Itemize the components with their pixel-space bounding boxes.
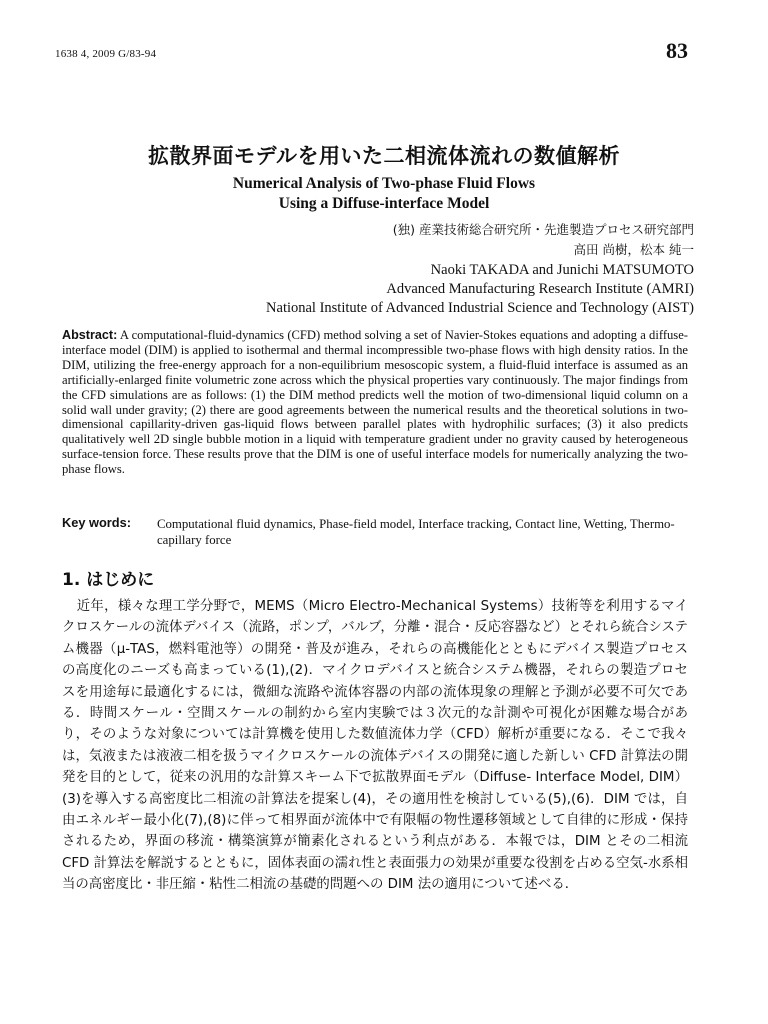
affiliation-jp-institute: (独) 産業技術総合研究所・先進製造プロセス研究部門 (392, 222, 694, 237)
title-english-line2: Using a Diffuse-interface Model (278, 195, 490, 212)
affiliation-en-authors: Naoki TAKADA and Junichi MATSUMOTO (430, 262, 694, 278)
keywords-label: Key words: (62, 515, 131, 530)
affiliation-en-institute2: National Institute of Advanced Industrial Science and Technology (AIST) (266, 300, 694, 316)
affiliation-en-institute1: Advanced Manufacturing Research Institute (AMRI) (386, 281, 694, 297)
title-english-line1: Numerical Analysis of Two-phase Fluid Flows (232, 175, 536, 192)
abstract-text: A computational-fluid-dynamics (CFD) method solving a set of Navier-Stokes equations and adopting a diffuse-interface model (DIM) is applied to isothermal and thermal incompressible two-phase flows with high density ratios. In the DIM, utilizing the free-energy approach for a non-equilibrium mesoscopic system, a fluid-fluid interface is assumed as an artificially-enlarged finite volumetric zone across which the physical properties vary continuously. The major findings from the CFD simulations are as follows: (1) the DIM method predicts well the motion of two-dimensional liquid column on a solid wall under gravity; (2) there are good agreements between the numerical results and the theoretical solutions in two-dimensional capillarity-driven gas-liquid flows between parallel plates with hydrophilic surfaces; (3) it also predicts qualitatively well 2D single bubble motion in a liquid with temperature gradient under no gravity caused by heterogeneous surface-tension force. These results prove that the DIM is one of useful interface models for numerically analyzing the two-phase flows. (62, 328, 688, 477)
running-header-citation: 1638 4, 2009 G/83-94 (55, 48, 157, 60)
title-japanese: 拡散界面モデルを用いた二相流体流れの数値解析 (148, 144, 620, 168)
abstract (62, 328, 688, 477)
abstract-label: Abstract: (62, 328, 118, 342)
keywords-text: Computational fluid dynamics, Phase-field model, Interface tracking, Contact line, Wetting, Thermo-capillary force (157, 517, 675, 547)
section-body: 近年，様々な理工学分野で，MEMS（Micro Electro-Mechanical Systems）技術等を利用するマイクロスケールの流体デバイス（流路，ポンプ，バルブ，分離・混合・反応容器など）とそれら統合システム機器（μ-TAS，燃料電池等）の開発・普及が進み，それらの高機能化とともにデバイス製造プロセスの高度化のニーズも高まっている(1),(2)．マイクロデバイスと統合システム機器，それらの製造プロセスを用途毎に最適化するには，微細な流路や流体容器の内部の流体現象の理解と予測が必要不可欠である．時間スケール・空間スケールの制約から室内実験では３次元的な計測や可視化が困難な場合があり，そのような対象については計算機を使用した数値流体力学（CFD）解析が重要になる．そこで我々は，気液または液液二相を扱うマイクロスケールの流体デバイスの開発に適した新しい CFD 計算法の開発を目的として，従来の汎用的な計算スキーム下で拡散界面モデル（Diffuse- Interface Model, DIM）(3)を導入する高密度比二相流の計算法を提案し(4)，その適用性を検討している(5),(6)．DIM では，自由エネルギー最小化(7),(8)に伴って相界面が流体中で有限幅の物性遷移領域として自律的に形成・保持されるため，界面の移流・構築演算が簡素化されるという利点がある．本報では，DIM とその二相流 CFD 計算法を解説するとともに，固体表面の濡れ性と表面張力の効果が重要な役割を占める空気-水系相当の高密度比・非圧縮・粘性二相流の基礎的問題への DIM 法の適用について述べる． (62, 599, 688, 893)
page-number: 83 (666, 38, 688, 63)
affiliation-jp-authors: 高田 尚樹，松本 純一 (573, 242, 694, 257)
section-heading: 1. はじめに (62, 570, 155, 590)
